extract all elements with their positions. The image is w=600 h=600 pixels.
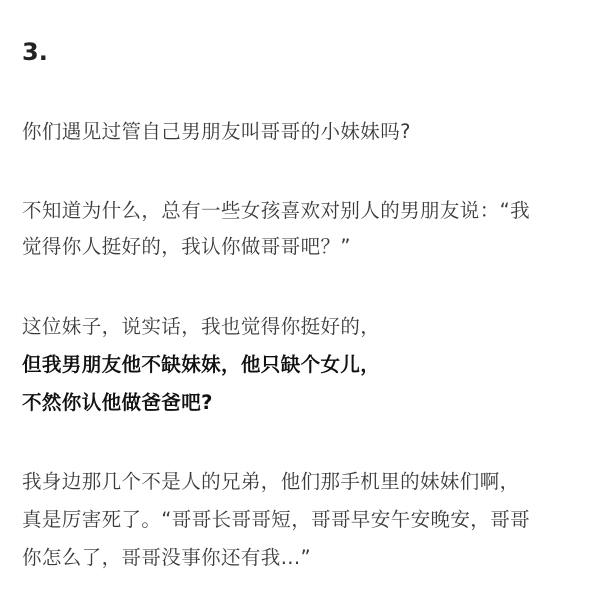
paragraph-4-line-1: 我身边那几个不是人的兄弟，他们那手机里的妹妹们啊， <box>22 470 520 493</box>
paragraph-2-line-2: 觉得你人挺好的，我认你做哥哥吧？” <box>22 235 351 258</box>
paragraph-4-line-2: 真是厉害死了。“哥哥长哥哥短，哥哥早安午安晚安，哥哥 <box>22 508 531 531</box>
paragraph-4-line-3: 你怎么了，哥哥没事你还有我...” <box>22 546 311 569</box>
paragraph-1-line-1: 你们遇见过管自己男朋友叫哥哥的小妹妹吗? <box>22 120 411 143</box>
paragraph-3-line-1: 这位妹子，说实话，我也觉得你挺好的， <box>22 315 381 338</box>
paragraph-3-line-3-bold: 不然你认他做爸爸吧? <box>22 391 213 414</box>
paragraph-3-line-2-bold: 但我男朋友他不缺妹妹，他只缺个女儿， <box>22 353 381 376</box>
section-number: 3. <box>22 38 48 66</box>
paragraph-2-line-1: 不知道为什么，总有一些女孩喜欢对别人的男朋友说：“我 <box>22 199 531 222</box>
